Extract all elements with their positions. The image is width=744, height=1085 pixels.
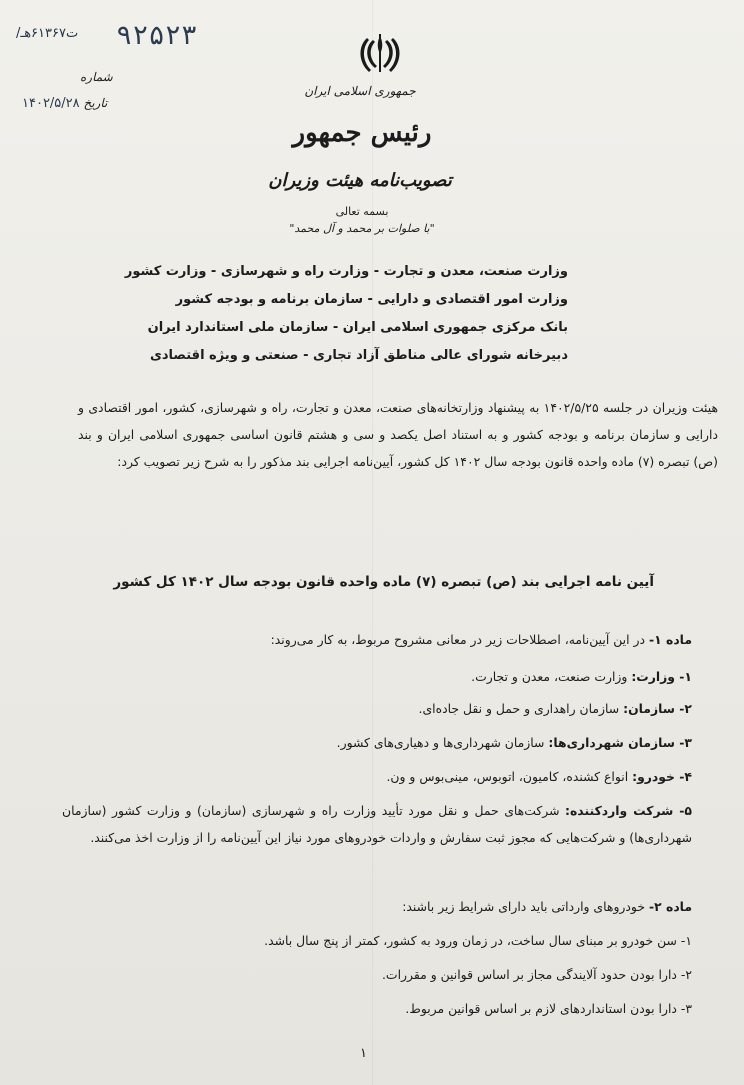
definition-term: ۴- خودرو:	[632, 769, 692, 784]
date-label: تاریخ	[83, 96, 108, 110]
article1-intro: در این آیین‌نامه، اصطلاحات زیر در معانی مشروح مربوط، به کار می‌روند:	[270, 632, 645, 647]
iran-emblem-icon	[355, 32, 405, 76]
republic-label: جمهوری اسلامی ایران	[304, 84, 416, 98]
addressee-line: وزارت صنعت، معدن و تجارت - وزارت راه و شهرسازی - وزارت کشور	[124, 264, 568, 279]
definition-text: شرکت‌های حمل و نقل مورد تأیید وزارت راه و شهرسازی (سازمان) و وزارت کشور (سازمان شهرداری‌ها) و شرکت‌هایی که مجوز ثبت سفارش و واردات خودروهای مورد نیاز این آیین‌نامه را از وزارت اخذ می‌کنند.	[62, 803, 692, 845]
definition-text: سازمان راهداری و حمل و نقل جاده‌ای.	[418, 701, 620, 716]
definition-item	[92, 701, 692, 716]
definition-text: انواع کشنده، کامیون، اتوبوس، مینی‌بوس و ون.	[386, 769, 629, 784]
date-value: ۱۴۰۲/۵/۲۸	[22, 96, 80, 111]
intro-paragraph: هیئت وزیران در جلسه ۱۴۰۲/۵/۲۵ به پیشنهاد وزارتخانه‌های صنعت، معدن و تجارت، راه و شهرسازی، کشور، امور اقتصادی و دارایی و سازمان برنامه و بودجه کشور و به استناد اصل یکصد و سی و هشتم قانون اساسی جمهوری اسلامی ایران و بند (ص) تبصره (۷) ماده واحده قانون بودجه سال ۱۴۰۲ کل کشور، آیین‌نامه اجرایی بند مذکور را به شرح زیر تصویب کرد:	[78, 400, 719, 469]
condition-item: ۲- دارا بودن حدود آلایندگی مجاز بر اساس قوانین و مقررات.	[381, 967, 692, 982]
definition-term: ۱- وزارت:	[631, 669, 692, 684]
article2-heading-line	[92, 899, 692, 914]
article1-heading: ماده ۱-	[648, 632, 692, 647]
condition-item: ۳- دارا بودن استانداردهای لازم بر اساس قوانین مربوط.	[405, 1001, 692, 1016]
date-row	[22, 96, 107, 111]
definition-text: وزارت صنعت، معدن و تجارت.	[471, 669, 628, 684]
article1-heading-line	[92, 632, 692, 647]
cabinet-approval-title: تصویب‌نامه هیئت وزیران	[268, 170, 452, 191]
regulation-title: آیین نامه اجرایی بند (ص) تبصره (۷) ماده واحده قانون بودجه سال ۱۴۰۲ کل کشور	[113, 574, 654, 590]
bismillah: بسمه تعالی	[335, 205, 389, 218]
definition-item	[92, 735, 692, 750]
handwritten-number: ۹۲۵۲۳	[116, 20, 198, 51]
page-number: ۱	[360, 1046, 367, 1061]
addressee-line: وزارت امور اقتصادی و دارایی - سازمان برنامه و بودجه کشور	[175, 292, 568, 307]
reference-number: ت۶۱۳۶۷هـ/	[16, 26, 79, 41]
definition-term: ۳- سازمان شهرداری‌ها:	[548, 735, 692, 750]
definition-term: ۵- شرکت واردکننده:	[565, 803, 692, 818]
definition-term: ۲- سازمان:	[623, 701, 692, 716]
paper-fold	[372, 0, 373, 1085]
definition-item	[92, 669, 692, 684]
article2-intro: خودروهای وارداتی باید دارای شرایط زیر باشند:	[402, 899, 645, 914]
salavat-line: "با صلوات بر محمد و آل محمد"	[289, 222, 435, 235]
president-title: رئیس جمهور	[292, 118, 432, 148]
addressee-line: بانک مرکزی جمهوری اسلامی ایران - سازمان ملی استاندارد ایران	[147, 320, 568, 335]
article2-heading: ماده ۲-	[648, 899, 692, 914]
definition-item	[92, 769, 692, 784]
number-label: شماره	[80, 70, 113, 84]
definition-text: سازمان شهرداری‌ها و دهیاری‌های کشور.	[336, 735, 545, 750]
definition-item	[62, 797, 692, 851]
condition-item: ۱- سن خودرو بر مبنای سال ساخت، در زمان ورود به کشور، کمتر از پنج سال باشد.	[264, 933, 692, 948]
addressee-line: دبیرخانه شورای عالی مناطق آزاد تجاری - صنعتی و ویژه اقتصادی	[149, 348, 568, 363]
